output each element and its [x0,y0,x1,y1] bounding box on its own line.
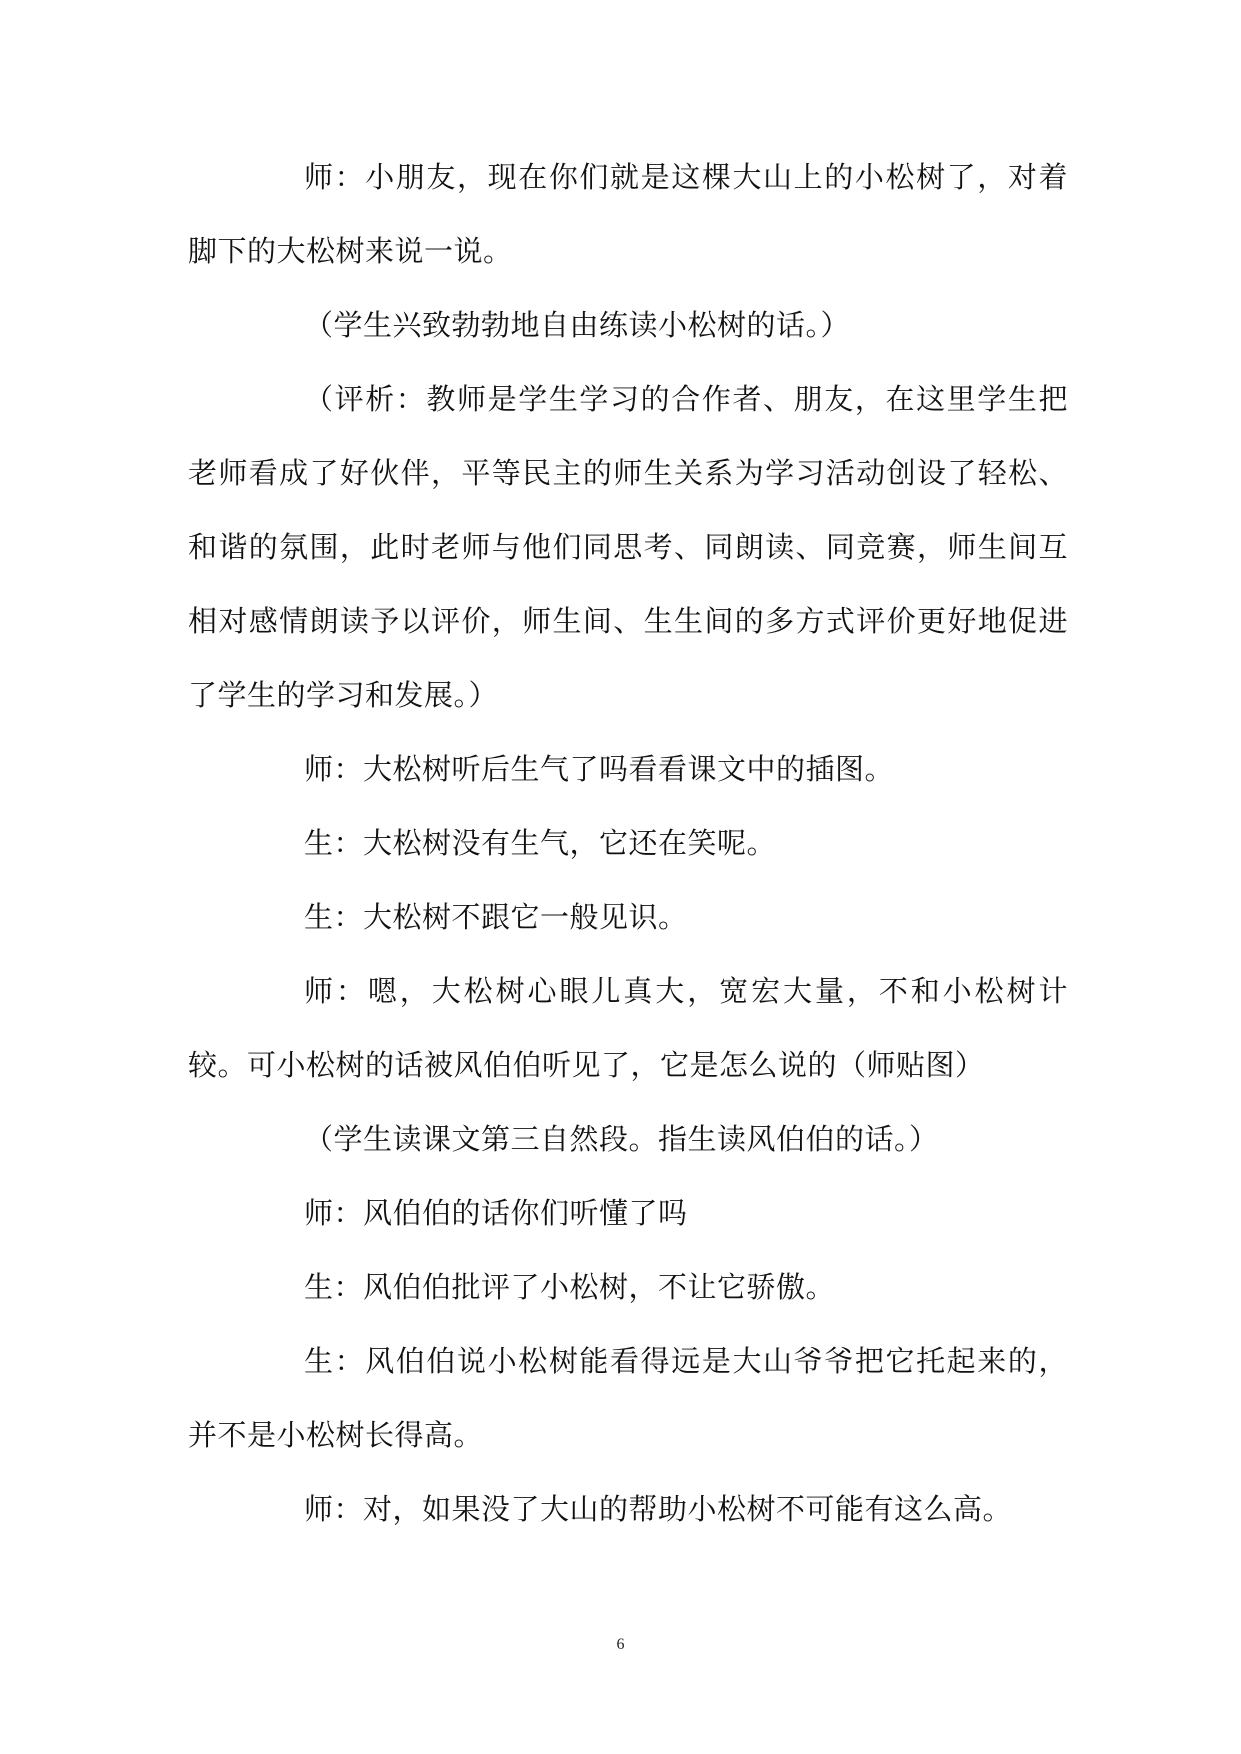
page-number: 6 [616,1636,625,1653]
body-text [188,140,1068,1546]
paragraph-student-answer-3: 生：风伯伯批评了小松树，不让它骄傲。 [304,1270,836,1304]
paragraph-student-answer-2: 生：大松树不跟它一般见识。 [304,900,688,934]
paragraph-student-reading: （学生兴致勃勃地自由练读小松树的话。） [304,308,851,342]
paragraph-teacher-prompt: 师：小朋友，现在你们就是这棵大山上的小松树了，对着脚下的大松树来说一说。 [188,160,1068,268]
paragraph-student-answer-4: 生：风伯伯说小松树能看得远是大山爷爷把它托起来的，并不是小松树长得高。 [188,1344,1068,1452]
paragraph-teacher-question: 师：大松树听后生气了吗看看课文中的插图。 [304,752,895,786]
paragraph-student-answer-1: 生：大松树没有生气，它还在笑呢。 [304,826,777,860]
paragraph-commentary: （评析：教师是学生学习的合作者、朋友，在这里学生把老师看成了好伙伴，平等民主的师生关系为学习活动创设了轻松、和谐的氛围，此时老师与他们同思考、同朗读、同竞赛，师生间互相对感情朗读予以评价，师生间、生生间的多方式评价更好地促进了学生的学习和发展。） [188,382,1068,712]
paragraph-teacher-question-2: 师：风伯伯的话你们听懂了吗 [304,1196,688,1230]
paragraph-teacher-response: 师：嗯，大松树心眼儿真大，宽宏大量，不和小松树计较。可小松树的话被风伯伯听见了，它是怎么说的（师贴图） [188,974,1068,1082]
paragraph-teacher-conclusion: 师：对，如果没了大山的帮助小松树不可能有这么高。 [304,1492,1013,1526]
paragraph-student-reading-2: （学生读课文第三自然段。指生读风伯伯的话。） [304,1122,939,1156]
